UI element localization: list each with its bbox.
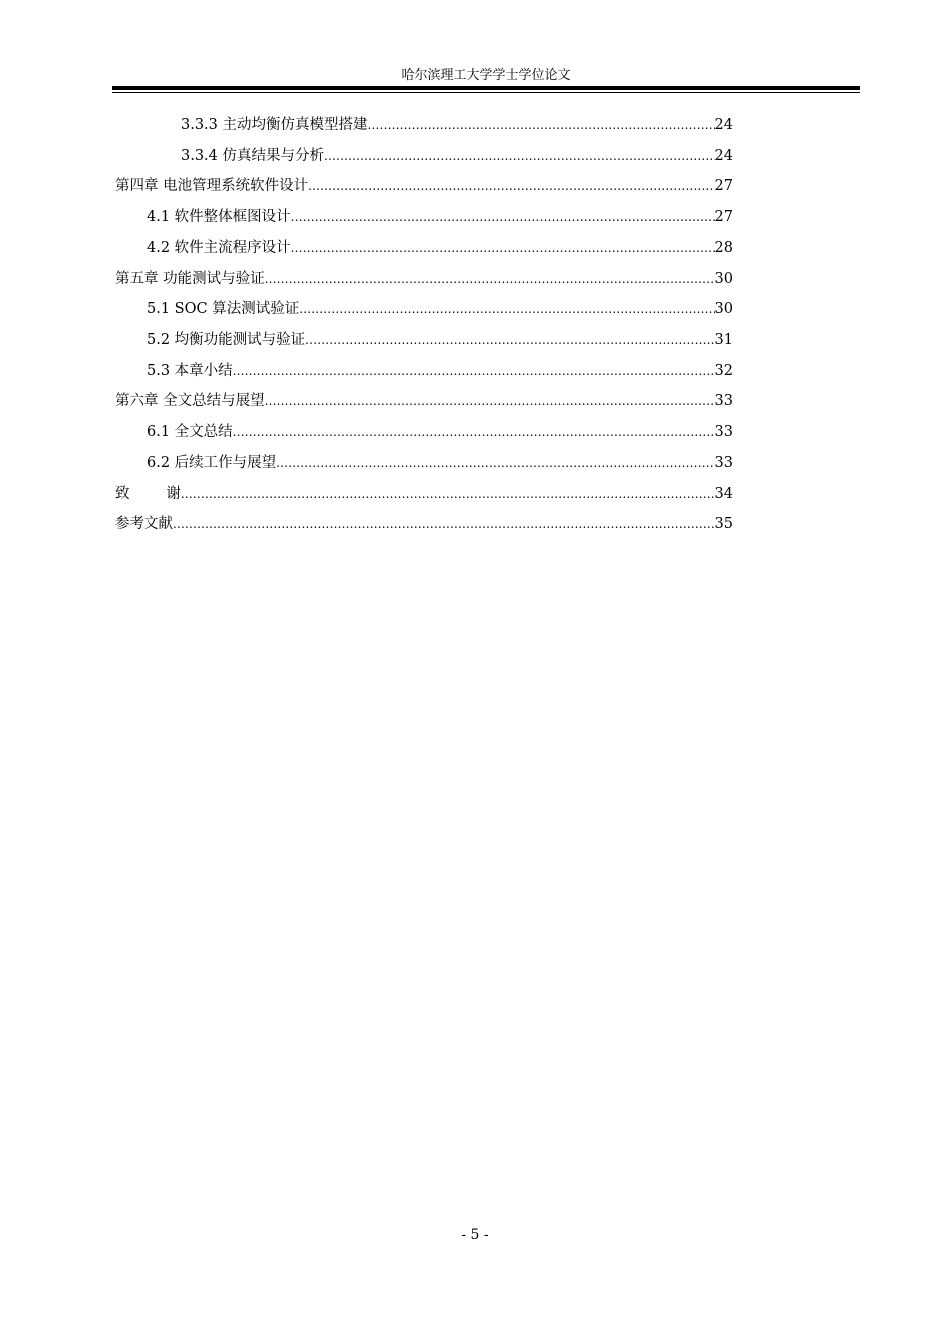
toc-entry-page: 30 — [714, 301, 733, 317]
toc-entry[interactable] — [115, 483, 733, 505]
toc-entry-title: 第六章 全文总结与展望 — [115, 393, 265, 409]
toc-entry-page: 28 — [714, 240, 733, 256]
toc-leader-dots — [276, 452, 714, 474]
running-header: 哈尔滨理工大学学士学位论文 — [401, 68, 571, 83]
toc-entry-title: 参考文献 — [115, 516, 173, 532]
toc-entry-page: 24 — [714, 117, 733, 133]
toc-leader-dots — [181, 483, 715, 505]
toc-entry-title: 第四章 电池管理系统软件设计 — [115, 178, 309, 194]
toc-entry-title: 5.2 均衡功能测试与验证 — [147, 332, 306, 348]
toc-entry-page: 33 — [714, 424, 733, 440]
toc-entry[interactable] — [147, 206, 733, 228]
toc-entry[interactable] — [115, 175, 733, 197]
toc-entry[interactable] — [115, 390, 733, 412]
toc-entry-title: 5.1 SOC 算法测试验证 — [147, 301, 300, 317]
toc-entry[interactable] — [115, 268, 733, 290]
toc-entry[interactable] — [147, 237, 733, 259]
toc-entry[interactable] — [147, 360, 733, 382]
toc-entry[interactable] — [147, 329, 733, 351]
toc-entry-title: 5.3 本章小结 — [147, 363, 233, 379]
toc-entry-page: 32 — [714, 363, 733, 379]
toc-leader-dots — [233, 360, 715, 382]
toc-entry-page: 24 — [714, 148, 733, 164]
toc-entry-title: 6.1 全文总结 — [147, 424, 233, 440]
toc-leader-dots — [233, 421, 715, 443]
toc-leader-dots — [299, 298, 714, 320]
toc-leader-dots — [305, 329, 714, 351]
toc-entry-page: 33 — [714, 393, 733, 409]
toc-leader-dots — [291, 206, 715, 228]
toc-entry-page: 27 — [714, 178, 733, 194]
toc-leader-dots — [291, 237, 715, 259]
toc-entry-page: 34 — [714, 486, 733, 502]
toc-entry-page: 33 — [714, 455, 733, 471]
toc-entry[interactable] — [147, 452, 733, 474]
toc-entry[interactable] — [147, 421, 733, 443]
toc-entry[interactable] — [181, 114, 733, 136]
toc-entry-page: 31 — [714, 332, 733, 348]
toc-entry[interactable] — [147, 298, 733, 320]
toc-leader-dots — [265, 268, 715, 290]
header-rule-thin — [112, 92, 860, 93]
toc-entry-page: 27 — [714, 209, 733, 225]
toc-entry-page: 35 — [714, 516, 733, 532]
toc-entry-title: 3.3.4 仿真结果与分析 — [181, 148, 325, 164]
toc-entry-page: 30 — [714, 271, 733, 287]
header-rule-thick — [112, 86, 860, 90]
toc-leader-dots — [368, 114, 715, 136]
toc-entry[interactable] — [181, 145, 733, 167]
toc-entry-title: 致 谢 — [115, 486, 181, 502]
toc-entry-title: 6.2 后续工作与展望 — [147, 455, 277, 471]
toc-entry[interactable] — [115, 513, 733, 535]
toc-entry-title: 4.2 软件主流程序设计 — [147, 240, 291, 256]
toc-leader-dots — [324, 145, 715, 167]
toc-leader-dots — [265, 390, 715, 412]
toc-entry-title: 第五章 功能测试与验证 — [115, 271, 265, 287]
page-number: - 5 - — [461, 1227, 489, 1243]
toc-leader-dots — [173, 513, 715, 535]
toc-entry-title: 3.3.3 主动均衡仿真模型搭建 — [181, 117, 368, 133]
toc-entry-title: 4.1 软件整体框图设计 — [147, 209, 291, 225]
toc-leader-dots — [308, 175, 714, 197]
